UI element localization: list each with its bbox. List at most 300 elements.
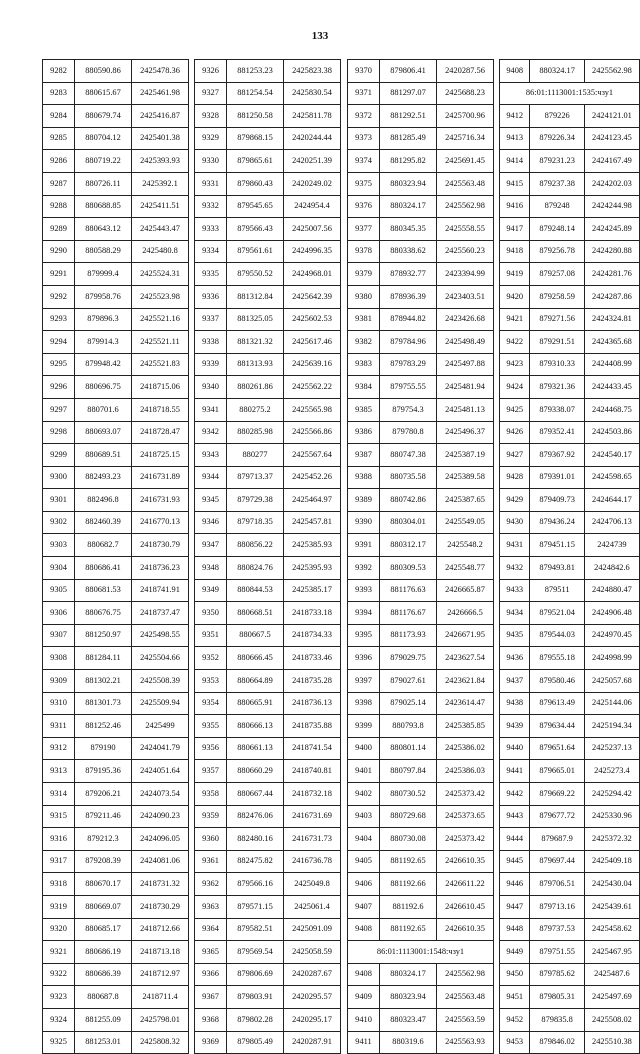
table-row <box>195 444 341 467</box>
point-number-cell: 9386 <box>348 421 380 444</box>
y-coordinate-cell: 2425385.85 <box>437 715 494 738</box>
x-coordinate-cell: 879352.41 <box>530 421 584 444</box>
table-row <box>500 263 640 286</box>
point-number-cell: 9295 <box>43 353 75 376</box>
point-number-cell: 9404 <box>348 828 380 851</box>
point-number-cell: 9447 <box>500 895 530 918</box>
y-coordinate-cell: 2424540.17 <box>584 444 639 467</box>
y-coordinate-cell: 2425700.96 <box>437 105 494 128</box>
point-number-cell: 9354 <box>195 692 227 715</box>
y-coordinate-cell: 2425443.47 <box>132 218 189 241</box>
point-number-cell: 9307 <box>43 624 75 647</box>
table-row <box>348 60 494 83</box>
table-row <box>348 737 494 760</box>
x-coordinate-cell: 879025.14 <box>380 692 437 715</box>
point-number-cell: 9405 <box>348 850 380 873</box>
point-number-cell: 9344 <box>195 466 227 489</box>
x-coordinate-cell: 881253.01 <box>75 1031 132 1054</box>
x-coordinate-cell: 879729.38 <box>227 489 284 512</box>
point-number-cell: 9411 <box>348 1031 380 1054</box>
table-row <box>348 150 494 173</box>
point-number-cell: 9365 <box>195 941 227 964</box>
table-row <box>43 828 189 851</box>
table-row <box>195 760 341 783</box>
x-coordinate-cell: 880277 <box>227 444 284 467</box>
y-coordinate-cell: 2424906.48 <box>584 602 639 625</box>
point-number-cell: 9439 <box>500 715 530 738</box>
x-coordinate-cell: 879237.38 <box>530 172 584 195</box>
point-number-cell: 9359 <box>195 805 227 828</box>
x-coordinate-cell: 880844.53 <box>227 579 284 602</box>
x-coordinate-cell: 880670.17 <box>75 873 132 896</box>
point-number-cell: 9289 <box>43 218 75 241</box>
x-coordinate-cell: 882475.82 <box>227 850 284 873</box>
x-coordinate-cell: 880261.86 <box>227 376 284 399</box>
point-number-cell: 9345 <box>195 489 227 512</box>
table-row <box>195 285 341 308</box>
x-coordinate-cell: 882476.06 <box>227 805 284 828</box>
y-coordinate-cell: 2416731.73 <box>284 828 341 851</box>
x-coordinate-cell: 881252.46 <box>75 715 132 738</box>
table-row <box>348 624 494 647</box>
x-coordinate-cell: 879697.44 <box>530 850 584 873</box>
point-number-cell: 9325 <box>43 1031 75 1054</box>
table-row <box>348 421 494 444</box>
y-coordinate-cell: 2418735.28 <box>284 670 341 693</box>
x-coordinate-cell: 880285.98 <box>227 421 284 444</box>
point-number-cell: 9420 <box>500 285 530 308</box>
y-coordinate-cell: 2418732.18 <box>284 783 341 806</box>
y-coordinate-cell: 2424280.88 <box>584 240 639 263</box>
table-row <box>195 398 341 421</box>
x-coordinate-cell: 880668.51 <box>227 602 284 625</box>
y-coordinate-cell: 2425560.23 <box>437 240 494 263</box>
table-row <box>348 195 494 218</box>
table-row <box>348 466 494 489</box>
y-coordinate-cell: 2418725.15 <box>132 444 189 467</box>
x-coordinate-cell: 880686.41 <box>75 557 132 580</box>
point-number-cell: 9413 <box>500 127 530 150</box>
table-row <box>43 421 189 444</box>
point-number-cell: 9419 <box>500 263 530 286</box>
table-row <box>348 557 494 580</box>
table-row <box>348 534 494 557</box>
x-coordinate-cell: 880730.08 <box>380 828 437 851</box>
x-coordinate-cell: 879029.75 <box>380 647 437 670</box>
x-coordinate-cell: 879521.04 <box>530 602 584 625</box>
y-coordinate-cell: 2425496.37 <box>437 421 494 444</box>
y-coordinate-cell: 2424644.17 <box>584 489 639 512</box>
x-coordinate-cell: 879846.02 <box>530 1031 584 1054</box>
point-number-cell: 9410 <box>348 1008 380 1031</box>
x-coordinate-cell: 880687.8 <box>75 986 132 1009</box>
point-number-cell: 9412 <box>500 105 530 128</box>
x-coordinate-cell: 880824.76 <box>227 557 284 580</box>
x-coordinate-cell: 880588.29 <box>75 240 132 263</box>
point-number-cell: 9406 <box>348 873 380 896</box>
x-coordinate-cell: 881292.51 <box>380 105 437 128</box>
x-coordinate-cell: 879755.55 <box>380 376 437 399</box>
point-number-cell: 9452 <box>500 1008 530 1031</box>
y-coordinate-cell: 2425478.36 <box>132 60 189 83</box>
table-row <box>195 195 341 218</box>
y-coordinate-cell: 2425521.11 <box>132 331 189 354</box>
x-coordinate-cell: 879613.49 <box>530 692 584 715</box>
y-coordinate-cell: 2424408.99 <box>584 353 639 376</box>
table-row <box>195 715 341 738</box>
x-coordinate-cell: 879784.96 <box>380 331 437 354</box>
y-coordinate-cell: 2416736.78 <box>284 850 341 873</box>
y-coordinate-cell: 2418741.91 <box>132 579 189 602</box>
table-row <box>195 557 341 580</box>
x-coordinate-cell: 878932.77 <box>380 263 437 286</box>
x-coordinate-cell: 879835.8 <box>530 1008 584 1031</box>
point-number-cell: 9408 <box>348 963 380 986</box>
y-coordinate-cell: 2425430.04 <box>584 873 639 896</box>
table-row <box>348 398 494 421</box>
y-coordinate-cell: 2418712.97 <box>132 963 189 986</box>
y-coordinate-cell: 2418733.18 <box>284 602 341 625</box>
x-coordinate-cell: 880661.13 <box>227 737 284 760</box>
y-coordinate-cell: 2425439.61 <box>584 895 639 918</box>
point-number-cell: 9366 <box>195 963 227 986</box>
y-coordinate-cell: 2425387.19 <box>437 444 494 467</box>
y-coordinate-cell: 2420244.44 <box>284 127 341 150</box>
point-number-cell: 9338 <box>195 331 227 354</box>
table-row <box>500 602 640 625</box>
x-coordinate-cell: 881254.54 <box>227 82 284 105</box>
table-row <box>195 263 341 286</box>
point-number-cell: 9301 <box>43 489 75 512</box>
y-coordinate-cell: 2425393.93 <box>132 150 189 173</box>
x-coordinate-cell: 882496.8 <box>75 489 132 512</box>
table-row <box>195 150 341 173</box>
x-coordinate-cell: 881192.66 <box>380 873 437 896</box>
table-row <box>348 715 494 738</box>
y-coordinate-cell: 2425510.38 <box>584 1031 639 1054</box>
table-row <box>195 466 341 489</box>
point-number-cell: 9315 <box>43 805 75 828</box>
point-number-cell: 9449 <box>500 941 530 964</box>
table-row <box>195 963 341 986</box>
y-coordinate-cell: 2425497.88 <box>437 353 494 376</box>
x-coordinate-cell: 882493.23 <box>75 466 132 489</box>
x-coordinate-cell: 878936.39 <box>380 285 437 308</box>
x-coordinate-cell: 881284.11 <box>75 647 132 670</box>
y-coordinate-cell: 2424244.98 <box>584 195 639 218</box>
y-coordinate-cell: 2418713.18 <box>132 941 189 964</box>
x-coordinate-cell: 879566.16 <box>227 873 284 896</box>
point-number-cell: 9314 <box>43 783 75 806</box>
table-row <box>43 760 189 783</box>
point-number-cell: 9416 <box>500 195 530 218</box>
x-coordinate-cell: 881250.97 <box>75 624 132 647</box>
point-number-cell: 9287 <box>43 172 75 195</box>
point-number-cell: 9358 <box>195 783 227 806</box>
y-coordinate-cell: 2425467.95 <box>584 941 639 964</box>
x-coordinate-cell: 880338.62 <box>380 240 437 263</box>
y-coordinate-cell: 2418711.4 <box>132 986 189 1009</box>
point-number-cell: 9381 <box>348 308 380 331</box>
point-number-cell: 9440 <box>500 737 530 760</box>
table-row <box>500 398 640 421</box>
x-coordinate-cell: 880665.91 <box>227 692 284 715</box>
table-row <box>348 963 494 986</box>
point-number-cell: 9369 <box>195 1031 227 1054</box>
point-number-cell: 9393 <box>348 579 380 602</box>
point-number-cell: 9316 <box>43 828 75 851</box>
y-coordinate-cell: 2424051.64 <box>132 760 189 783</box>
x-coordinate-cell: 879582.51 <box>227 918 284 941</box>
point-number-cell: 9357 <box>195 760 227 783</box>
y-coordinate-cell: 2418735.88 <box>284 715 341 738</box>
x-coordinate-cell: 880324.17 <box>380 963 437 986</box>
x-coordinate-cell: 880688.85 <box>75 195 132 218</box>
y-coordinate-cell: 2425458.62 <box>584 918 639 941</box>
y-coordinate-cell: 2425549.05 <box>437 511 494 534</box>
x-coordinate-cell: 879805.31 <box>530 986 584 1009</box>
x-coordinate-cell: 879665.01 <box>530 760 584 783</box>
x-coordinate-cell: 880309.53 <box>380 557 437 580</box>
table-row <box>43 783 189 806</box>
x-coordinate-cell: 879566.43 <box>227 218 284 241</box>
y-coordinate-cell: 2424706.13 <box>584 511 639 534</box>
point-number-cell: 9293 <box>43 308 75 331</box>
table-row <box>348 805 494 828</box>
y-coordinate-cell: 2425464.97 <box>284 489 341 512</box>
y-coordinate-cell: 2425401.38 <box>132 127 189 150</box>
x-coordinate-cell: 879914.3 <box>75 331 132 354</box>
y-coordinate-cell: 2425387.65 <box>437 489 494 512</box>
y-coordinate-cell: 2425617.46 <box>284 331 341 354</box>
y-coordinate-cell: 2424842.6 <box>584 557 639 580</box>
table-row <box>195 308 341 331</box>
table-row <box>500 195 640 218</box>
y-coordinate-cell: 2424998.99 <box>584 647 639 670</box>
x-coordinate-cell: 881192.6 <box>380 895 437 918</box>
table-row <box>195 489 341 512</box>
point-number-cell: 9379 <box>348 263 380 286</box>
y-coordinate-cell: 2425409.18 <box>584 850 639 873</box>
x-coordinate-cell: 879651.64 <box>530 737 584 760</box>
table-row <box>500 873 640 896</box>
table-row <box>500 172 640 195</box>
point-number-cell: 9288 <box>43 195 75 218</box>
table-row <box>500 421 640 444</box>
y-coordinate-cell: 2425521.16 <box>132 308 189 331</box>
x-coordinate-cell: 879248 <box>530 195 584 218</box>
y-coordinate-cell: 2425508.02 <box>584 1008 639 1031</box>
table-row <box>500 557 640 580</box>
point-number-cell: 9360 <box>195 828 227 851</box>
y-coordinate-cell: 2424970.45 <box>584 624 639 647</box>
y-coordinate-cell: 2425058.59 <box>284 941 341 964</box>
y-coordinate-cell: 2425521.83 <box>132 353 189 376</box>
x-coordinate-cell: 880747.38 <box>380 444 437 467</box>
table-row <box>348 579 494 602</box>
table-row <box>348 647 494 670</box>
table-row <box>500 127 640 150</box>
x-coordinate-cell: 879737.53 <box>530 918 584 941</box>
y-coordinate-cell: 2424202.03 <box>584 172 639 195</box>
x-coordinate-cell: 881253.23 <box>227 60 284 83</box>
point-number-cell: 9364 <box>195 918 227 941</box>
x-coordinate-cell: 881302.21 <box>75 670 132 693</box>
point-number-cell: 9297 <box>43 398 75 421</box>
table-row <box>43 150 189 173</box>
table-row <box>43 941 189 964</box>
table-row <box>43 172 189 195</box>
y-coordinate-cell: 2418733.46 <box>284 647 341 670</box>
table-row <box>500 692 640 715</box>
point-number-cell: 9373 <box>348 127 380 150</box>
point-number-cell: 9372 <box>348 105 380 128</box>
table-row <box>348 331 494 354</box>
point-number-cell: 9418 <box>500 240 530 263</box>
point-number-cell: 9400 <box>348 737 380 760</box>
y-coordinate-cell: 2425830.54 <box>284 82 341 105</box>
y-coordinate-cell: 2425563.93 <box>437 1031 494 1054</box>
table-row <box>195 60 341 83</box>
point-number-cell: 9415 <box>500 172 530 195</box>
table-row <box>195 670 341 693</box>
point-number-cell: 9387 <box>348 444 380 467</box>
point-number-cell: 9334 <box>195 240 227 263</box>
y-coordinate-cell: 2418712.66 <box>132 918 189 941</box>
y-coordinate-cell: 2425487.6 <box>584 963 639 986</box>
y-coordinate-cell: 2425524.31 <box>132 263 189 286</box>
y-coordinate-cell: 2425548.77 <box>437 557 494 580</box>
table-row <box>195 850 341 873</box>
y-coordinate-cell: 2425392.1 <box>132 172 189 195</box>
x-coordinate-cell: 880679.74 <box>75 105 132 128</box>
point-number-cell: 9450 <box>500 963 530 986</box>
point-number-cell: 9333 <box>195 218 227 241</box>
x-coordinate-cell: 881255.09 <box>75 1008 132 1031</box>
point-number-cell: 9352 <box>195 647 227 670</box>
point-number-cell: 9427 <box>500 444 530 467</box>
table-row <box>43 82 189 105</box>
x-coordinate-cell: 879677.72 <box>530 805 584 828</box>
table-row <box>195 805 341 828</box>
y-coordinate-cell: 2425386.03 <box>437 760 494 783</box>
point-number-cell: 9308 <box>43 647 75 670</box>
y-coordinate-cell: 2425373.42 <box>437 783 494 806</box>
x-coordinate-cell: 880323.94 <box>380 986 437 1009</box>
point-number-cell: 9390 <box>348 511 380 534</box>
point-number-cell: 9353 <box>195 670 227 693</box>
y-coordinate-cell: 2425688.23 <box>437 82 494 105</box>
point-number-cell: 9346 <box>195 511 227 534</box>
x-coordinate-cell: 879713.37 <box>227 466 284 489</box>
x-coordinate-cell: 882460.39 <box>75 511 132 534</box>
point-number-cell: 9389 <box>348 489 380 512</box>
table-row <box>43 873 189 896</box>
table-row <box>43 805 189 828</box>
point-number-cell: 9370 <box>348 60 380 83</box>
x-coordinate-cell: 880324.17 <box>380 195 437 218</box>
table-row <box>43 376 189 399</box>
table-row <box>348 263 494 286</box>
y-coordinate-cell: 2425007.56 <box>284 218 341 241</box>
table-row <box>348 670 494 693</box>
point-number-cell: 9312 <box>43 737 75 760</box>
x-coordinate-cell: 879511 <box>530 579 584 602</box>
y-coordinate-cell: 2424968.01 <box>284 263 341 286</box>
table-row <box>348 511 494 534</box>
point-number-cell: 9421 <box>500 308 530 331</box>
x-coordinate-cell: 879226.34 <box>530 127 584 150</box>
y-coordinate-cell: 2425372.32 <box>584 828 639 851</box>
x-coordinate-cell: 879248.14 <box>530 218 584 241</box>
y-coordinate-cell: 2425811.78 <box>284 105 341 128</box>
y-coordinate-cell: 2420249.02 <box>284 172 341 195</box>
y-coordinate-cell: 2425548.2 <box>437 534 494 557</box>
x-coordinate-cell: 881176.63 <box>380 579 437 602</box>
x-coordinate-cell: 881173.93 <box>380 624 437 647</box>
table-row <box>43 60 189 83</box>
y-coordinate-cell: 2420295.57 <box>284 986 341 1009</box>
x-coordinate-cell: 880729.68 <box>380 805 437 828</box>
table-row <box>348 918 494 941</box>
x-coordinate-cell: 879948.42 <box>75 353 132 376</box>
x-coordinate-cell: 881285.49 <box>380 127 437 150</box>
x-coordinate-cell: 880696.75 <box>75 376 132 399</box>
parcel-header-row <box>500 82 640 105</box>
x-coordinate-cell: 879211.46 <box>75 805 132 828</box>
table-row <box>43 918 189 941</box>
point-number-cell: 9397 <box>348 670 380 693</box>
x-coordinate-cell: 880689.51 <box>75 444 132 467</box>
point-number-cell: 9298 <box>43 421 75 444</box>
point-number-cell: 9395 <box>348 624 380 647</box>
y-coordinate-cell: 2425273.4 <box>584 760 639 783</box>
x-coordinate-cell: 879780.8 <box>380 421 437 444</box>
x-coordinate-cell: 879291.51 <box>530 331 584 354</box>
table-row <box>43 308 189 331</box>
point-number-cell: 9335 <box>195 263 227 286</box>
point-number-cell: 9319 <box>43 895 75 918</box>
point-number-cell: 9408 <box>348 918 380 941</box>
x-coordinate-cell: 879493.81 <box>530 557 584 580</box>
x-coordinate-cell: 879391.01 <box>530 466 584 489</box>
point-number-cell: 9426 <box>500 421 530 444</box>
x-coordinate-cell: 879868.15 <box>227 127 284 150</box>
point-number-cell: 9391 <box>348 534 380 557</box>
point-number-cell: 9377 <box>348 218 380 241</box>
point-number-cell: 9323 <box>43 986 75 1009</box>
table-row <box>500 511 640 534</box>
y-coordinate-cell: 2425562.98 <box>437 195 494 218</box>
table-row <box>195 941 341 964</box>
table-row <box>43 737 189 760</box>
point-number-cell: 9423 <box>500 353 530 376</box>
x-coordinate-cell: 880742.86 <box>380 489 437 512</box>
parcel-header-row <box>348 941 494 964</box>
point-number-cell: 9355 <box>195 715 227 738</box>
point-number-cell: 9417 <box>500 218 530 241</box>
y-coordinate-cell: 2425566.86 <box>284 421 341 444</box>
point-number-cell: 9448 <box>500 918 530 941</box>
table-row <box>500 150 640 173</box>
table-row <box>195 828 341 851</box>
y-coordinate-cell: 2425057.68 <box>584 670 639 693</box>
point-number-cell: 9374 <box>348 150 380 173</box>
point-number-cell: 9331 <box>195 172 227 195</box>
x-coordinate-cell: 881297.07 <box>380 82 437 105</box>
x-coordinate-cell: 880801.14 <box>380 737 437 760</box>
x-coordinate-cell: 879231.23 <box>530 150 584 173</box>
